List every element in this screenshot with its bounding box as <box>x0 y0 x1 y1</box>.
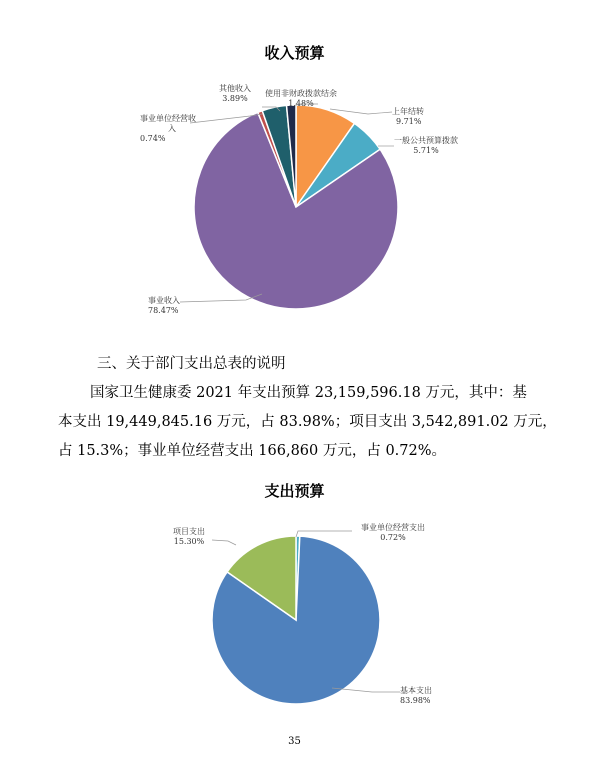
para-line-1: 国家卫生健康委 2021 年支出预算 23,159,596.18 万元，其中：基 <box>90 385 527 401</box>
label-project-expense-name: 项目支出 <box>173 527 205 536</box>
label-biz-income-name1: 事业单位经营收 <box>140 114 196 123</box>
expense-pie <box>212 536 380 704</box>
label-project-expense-value: 15.30% <box>173 537 205 546</box>
label-biz-expense <box>352 523 434 543</box>
label-nonfiscal <box>255 89 347 109</box>
label-biz-income <box>140 114 196 144</box>
label-nonfiscal-name: 使用非财政拨款结余 <box>265 89 337 98</box>
section-heading: 三、关于部门支出总表的说明 <box>97 356 286 372</box>
chart2-title: 支出预算 <box>264 482 325 500</box>
label-general-budget-value: 5.71% <box>413 146 439 155</box>
income-pie <box>194 105 398 309</box>
label-other-income-name: 其他收入 <box>219 84 251 93</box>
page-number: 35 <box>288 736 301 747</box>
label-biz-income-name2: 入 <box>168 124 176 133</box>
label-career-income-name: 事业收入 <box>148 296 180 305</box>
label-biz-expense-name: 事业单位经营支出 <box>361 523 425 532</box>
label-career-income-value: 78.47% <box>148 306 179 315</box>
label-nonfiscal-value: 1.48% <box>288 99 314 108</box>
label-basic-expense-value: 83.98% <box>400 696 431 705</box>
label-project-expense <box>160 527 218 547</box>
label-general-budget <box>386 136 466 156</box>
chart1-title: 收入预算 <box>264 44 325 62</box>
label-general-budget-name: 一般公共预算拨款 <box>394 136 458 145</box>
label-biz-income-value: 0.74% <box>140 134 166 143</box>
para-line-2: 本支出 19,449,845.16 万元，占 83.98%；项目支出 3,542,891.02 万元， <box>58 414 557 430</box>
label-biz-expense-value: 0.72% <box>380 533 406 542</box>
leader-carry <box>330 109 392 114</box>
label-carryover <box>392 107 424 127</box>
label-other-income-value: 3.89% <box>222 94 248 103</box>
label-career-income <box>148 296 180 316</box>
label-basic-expense-name: 基本支出 <box>400 686 432 695</box>
label-carryover-name: 上年结转 <box>392 107 424 116</box>
label-basic-expense <box>400 686 432 706</box>
para-line-3: 占 15.3%；事业单位经营支出 166,860 万元，占 0.72%。 <box>58 443 447 459</box>
label-carryover-value: 9.71% <box>396 117 422 126</box>
